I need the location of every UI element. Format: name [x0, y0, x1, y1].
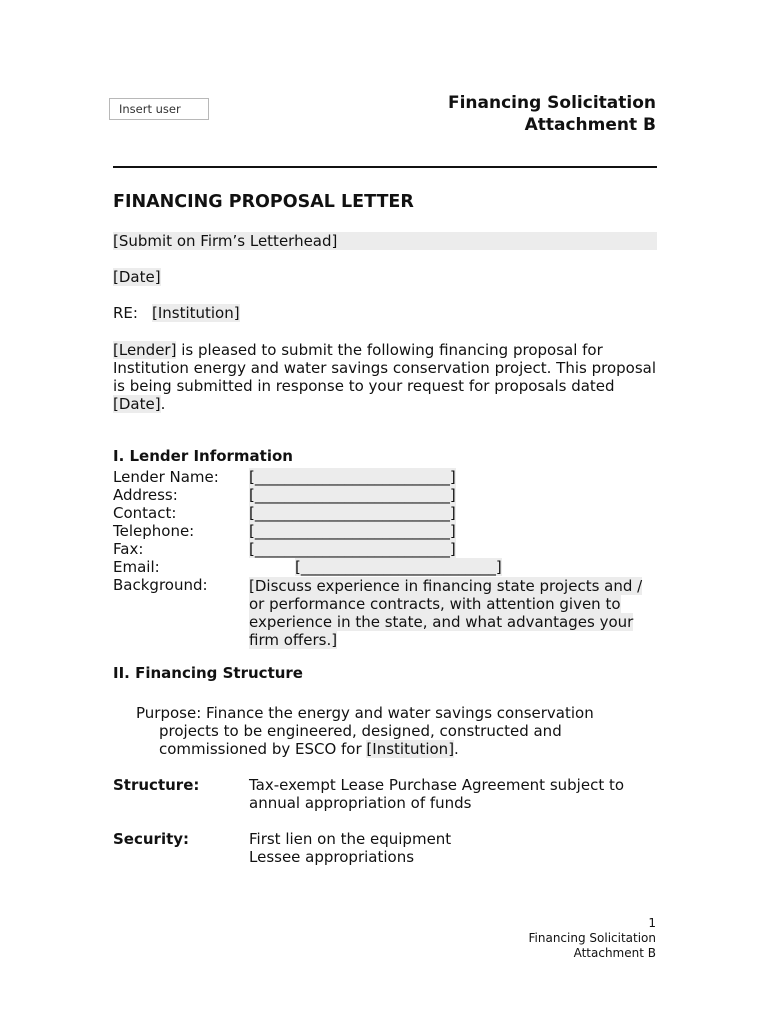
contact-label: Contact: — [113, 504, 177, 522]
purpose-text-3-post: . — [454, 740, 459, 758]
telephone-field[interactable]: [__________________________] — [249, 522, 456, 540]
document-title-line2: Attachment B — [524, 115, 656, 135]
address-field[interactable]: [__________________________] — [249, 486, 456, 504]
document-title-line1: Financing Solicitation — [447, 93, 656, 113]
financing-structure-heading: II. Financing Structure — [113, 664, 303, 682]
purpose-label: Purpose: — [136, 704, 202, 722]
background-label: Background: — [113, 576, 208, 594]
page-number: 1 — [648, 916, 656, 930]
purpose-text-1: Finance the energy and water savings conservation — [206, 704, 594, 722]
background-field[interactable] — [249, 577, 659, 649]
security-value — [249, 830, 451, 866]
insert-user-field[interactable]: Insert user — [109, 98, 209, 120]
lender-field[interactable]: [Lender] — [113, 341, 177, 359]
address-label: Address: — [113, 486, 178, 504]
telephone-label: Telephone: — [113, 522, 195, 540]
letter-heading: FINANCING PROPOSAL LETTER — [113, 192, 414, 212]
lender-name-label: Lender Name: — [113, 468, 219, 486]
re-institution-field[interactable]: [Institution] — [151, 304, 240, 322]
background-text[interactable]: [Discuss experience in financing state projects and / or performance contracts, with attention given to experience in the state, and what advantages your firm offers.] — [249, 577, 643, 649]
purpose-text-3 — [136, 740, 636, 758]
fax-label: Fax: — [113, 540, 144, 558]
intro-paragraph — [113, 341, 658, 413]
fax-field[interactable]: [__________________________] — [249, 540, 456, 558]
date-field[interactable]: [Date] — [113, 268, 161, 286]
security-line1: First lien on the equipment — [249, 830, 452, 848]
structure-value: Tax-exempt Lease Purchase Agreement subject to annual appropriation of funds — [249, 776, 625, 812]
contact-field[interactable]: [__________________________] — [249, 504, 456, 522]
document-title — [448, 92, 656, 136]
header-divider — [113, 166, 657, 168]
footer-line2: Attachment B — [573, 946, 656, 960]
date-line — [113, 268, 161, 286]
email-label: Email: — [113, 558, 160, 576]
page-footer — [529, 916, 657, 961]
email-field[interactable]: [__________________________] — [295, 558, 502, 576]
purpose-institution-field[interactable]: [Institution] — [366, 740, 455, 758]
purpose-block — [136, 704, 636, 758]
footer-line1: Financing Solicitation — [528, 931, 656, 945]
lender-name-field[interactable]: [__________________________] — [249, 468, 456, 486]
security-line2: Lessee appropriations — [249, 848, 415, 866]
structure-label: Structure: — [113, 776, 200, 794]
intro-end: . — [160, 395, 166, 413]
letterhead-field[interactable]: [Submit on Firm’s Letterhead] — [113, 232, 657, 250]
proposal-date-field[interactable]: [Date] — [113, 395, 161, 413]
re-line — [113, 304, 240, 322]
security-label: Security: — [113, 830, 190, 848]
intro-text: is pleased to submit the following financing proposal for Institution energy and water savings conservation project. This proposal is being submitted in response to your request for proposals dated — [113, 341, 657, 395]
lender-info-heading: I. Lender Information — [113, 447, 293, 465]
purpose-text-3-pre: commissioned by ESCO for — [159, 740, 367, 758]
purpose-text-2: projects to be engineered, designed, constructed and — [159, 722, 562, 740]
re-label: RE: — [113, 304, 138, 322]
